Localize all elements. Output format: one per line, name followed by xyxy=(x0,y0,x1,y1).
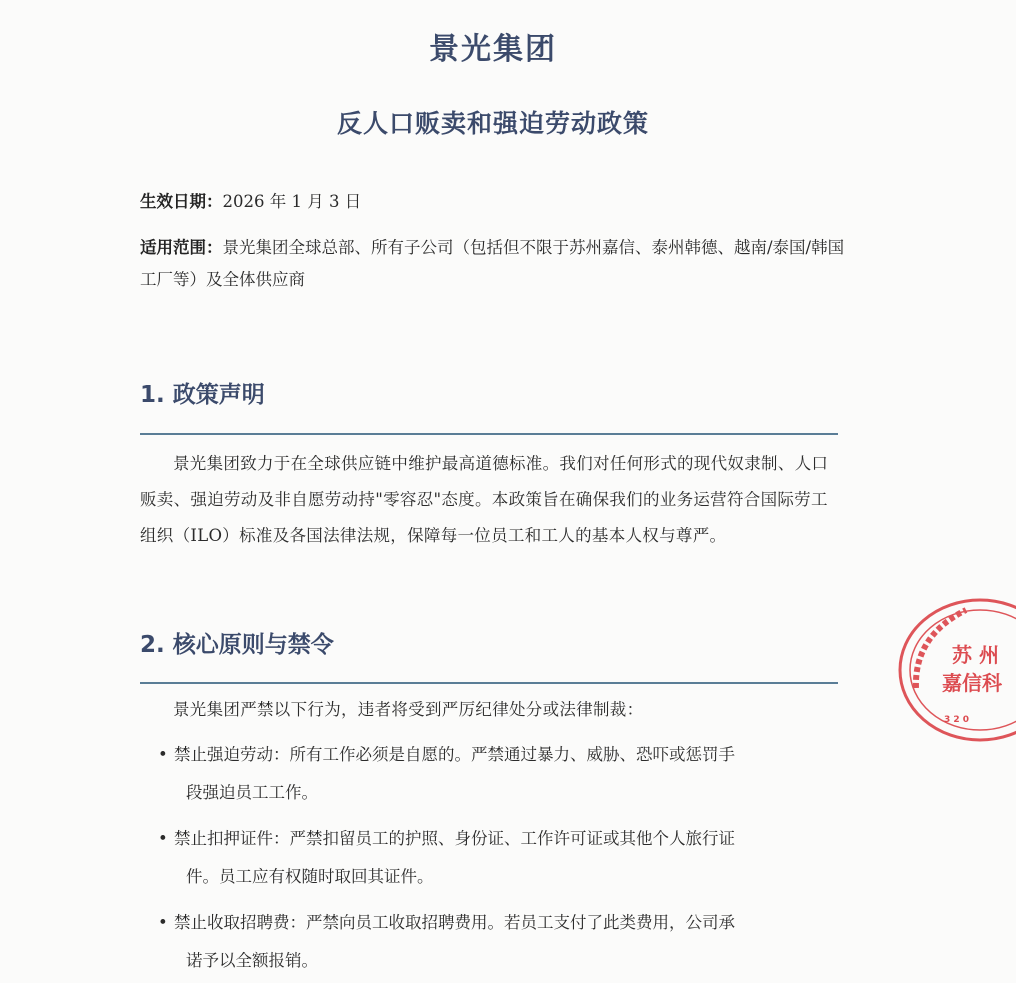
section2-heading: 2. 核心原则与禁令 xyxy=(140,632,334,658)
bullet-dot: • xyxy=(158,829,168,848)
effective-date-label: 生效日期： xyxy=(140,192,223,211)
list-item xyxy=(158,736,854,812)
scope-label: 适用范围： xyxy=(140,238,223,257)
bullet-dot: • xyxy=(158,913,168,932)
scope-value: 景光集团全球总部、所有子公司（包括但不限于苏州嘉信、泰州韩德、越南/泰国/韩国工厂等）及全体供应商 xyxy=(140,238,845,289)
list-item xyxy=(158,820,854,896)
effective-date-value: 2026 年 1 月 3 日 xyxy=(222,192,362,211)
company-name: 景光集团 xyxy=(429,32,557,67)
list-item-line2: 诺予以全额报销。 xyxy=(186,951,318,970)
list-item-line1: 禁止强迫劳动：所有工作必须是自愿的。严禁通过暴力、威胁、恐吓或惩罚手 xyxy=(174,745,735,764)
company-seal-stamp xyxy=(896,596,1016,746)
seal-text-line2: 嘉信科 xyxy=(942,671,1002,695)
document-title: 反人口贩卖和强迫劳动政策 xyxy=(336,109,649,138)
section1-paragraph: 景光集团致力于在全球供应链中维护最高道德标准。我们对任何形式的现代奴隶制、人口贩卖、强迫劳动及非自愿劳动持"零容忍"态度。本政策旨在确保我们的业务运营符合国际劳工组织（ILO）标准及各国法律法规，保障每一位员工和工人的基本人权与尊严。 xyxy=(140,454,829,545)
section1-divider xyxy=(140,433,838,435)
section2-divider xyxy=(140,682,838,684)
scope xyxy=(140,232,860,296)
section1-heading: 1. 政策声明 xyxy=(140,382,265,408)
section2-intro: 景光集团严禁以下行为，违者将受到严厉纪律处分或法律制裁： xyxy=(173,700,644,719)
effective-date xyxy=(140,186,860,218)
list-item xyxy=(158,904,854,980)
bullet-dot: • xyxy=(158,745,168,764)
seal-text-line1: 苏 州 xyxy=(952,643,999,667)
list-item-line2: 段强迫员工工作。 xyxy=(186,783,318,802)
list-item-line1: 禁止扣押证件：严禁扣留员工的护照、身份证、工作许可证或其他个人旅行证 xyxy=(174,829,735,848)
list-item-line1: 禁止收取招聘费：严禁向员工收取招聘费用。若员工支付了此类费用，公司承 xyxy=(174,913,735,932)
seal-text-line3: 3 2 0 xyxy=(944,715,970,725)
list-item-line2: 件。员工应有权随时取回其证件。 xyxy=(186,867,434,886)
